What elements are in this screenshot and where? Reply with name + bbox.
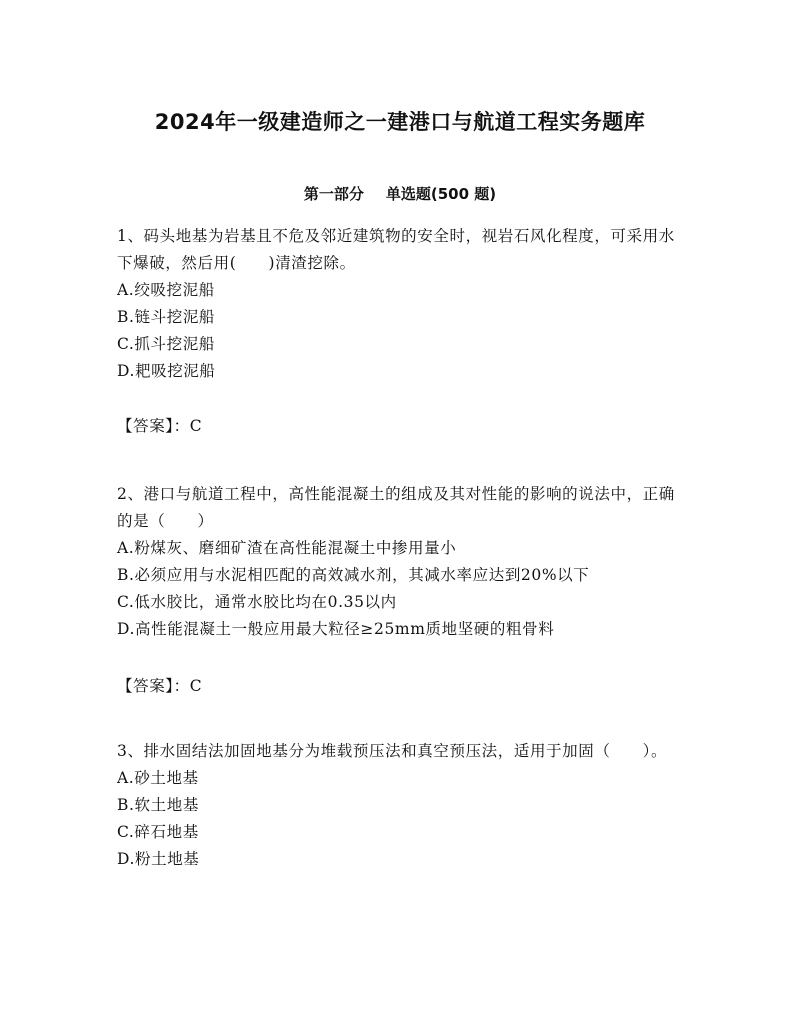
question-stem: 1、码头地基为岩基且不危及邻近建筑物的安全时，视岩石风化程度，可采用水下爆破，然后用( )清渣挖除。 [117, 227, 675, 272]
option-b: B.链斗挖泥船 [117, 308, 216, 326]
option-c: C.碎石地基 [117, 823, 199, 841]
option-b: B.必须应用与水泥相匹配的高效减水剂，其减水率应达到20%以下 [117, 566, 590, 584]
option-d: D.高性能混凝土一般应用最大粒径≥25mm质地坚硬的粗骨料 [117, 620, 555, 638]
option-list [117, 277, 677, 385]
option-d: D.粉土地基 [117, 850, 200, 868]
option-a: A.绞吸挖泥船 [117, 281, 215, 299]
document-title: 2024年一级建造师之一建港口与航道工程实务题库 [154, 110, 646, 135]
section-name: 单选题(500 题) [385, 185, 497, 203]
option-a: A.粉煤灰、磨细矿渣在高性能混凝土中掺用量小 [117, 539, 457, 557]
option-c: C.低水胶比，通常水胶比均在0.35以内 [117, 593, 397, 611]
answer-1: 【答案】：C [117, 417, 203, 435]
section-heading [0, 182, 800, 206]
question-1 [117, 223, 677, 385]
option-list [117, 765, 677, 873]
section-part: 第一部分 [303, 185, 364, 203]
question-stem: 3、排水固结法加固地基分为堆载预压法和真空预压法，适用于加固（ ）。 [117, 742, 668, 760]
option-d: D.耙吸挖泥船 [117, 362, 216, 380]
question-3 [117, 738, 677, 873]
question-stem: 2、港口与航道工程中，高性能混凝土的组成及其对性能的影响的说法中，正确的是（ ） [117, 485, 675, 530]
option-list [117, 535, 677, 643]
option-b: B.软土地基 [117, 796, 199, 814]
answer-2: 【答案】：C [117, 677, 203, 695]
option-a: A.砂土地基 [117, 769, 199, 787]
option-c: C.抓斗挖泥船 [117, 335, 215, 353]
question-2 [117, 481, 677, 643]
